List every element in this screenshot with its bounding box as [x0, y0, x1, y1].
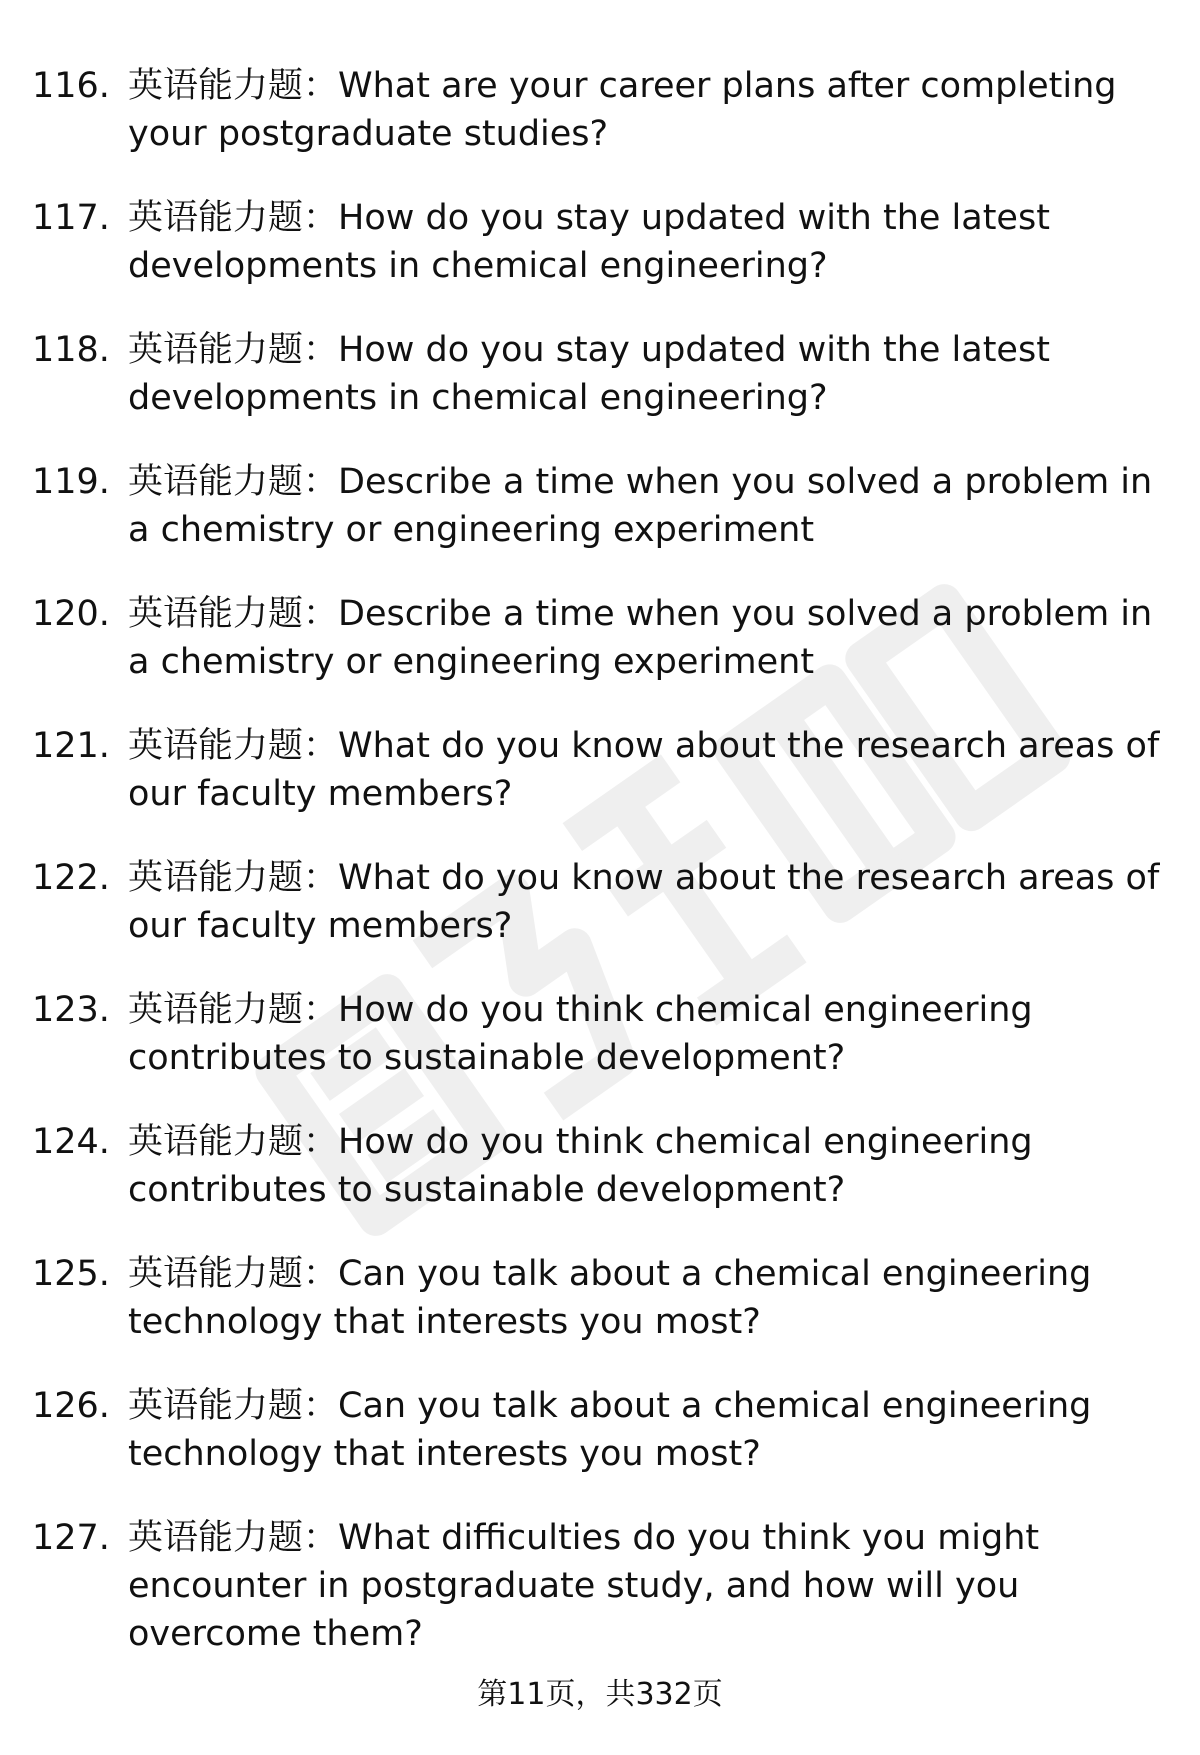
- question-category: 英语能力题：: [128, 990, 339, 1030]
- question-text: What do you know about the research areas of our faculty members?: [128, 858, 1160, 946]
- question-category: 英语能力题：: [128, 1518, 339, 1558]
- question-category: 英语能力题：: [128, 330, 339, 370]
- question-number: 116.: [32, 66, 110, 106]
- question-text: How do you stay updated with the latest developments in chemical engineering?: [128, 330, 1050, 418]
- question-category: 英语能力题：: [128, 1254, 339, 1294]
- question-body: [128, 1250, 1173, 1346]
- question-number: 123.: [32, 990, 110, 1030]
- question-number: 118.: [32, 330, 110, 370]
- question-item: [0, 326, 1200, 458]
- question-body: [128, 854, 1173, 950]
- question-item: [0, 986, 1200, 1118]
- page-footer: [0, 1675, 1200, 1715]
- question-item: [0, 1118, 1200, 1250]
- question-category: 英语能力题：: [128, 594, 339, 634]
- question-text: What difficulties do you think you might encounter in postgraduate study, and how will you overcome them?: [128, 1518, 1040, 1654]
- question-item: [0, 1514, 1200, 1664]
- question-text: How do you stay updated with the latest developments in chemical engineering?: [128, 198, 1050, 286]
- question-body: [128, 722, 1173, 818]
- question-body: [128, 1382, 1173, 1478]
- question-text: How do you think chemical engineering contributes to sustainable development?: [128, 1122, 1033, 1210]
- question-category: 英语能力题：: [128, 66, 339, 106]
- question-body: [128, 986, 1173, 1082]
- question-number: 126.: [32, 1386, 110, 1426]
- question-item: [0, 62, 1200, 194]
- question-body: [128, 62, 1173, 158]
- question-text: Describe a time when you solved a problem in a chemistry or engineering experiment: [128, 462, 1153, 550]
- question-list: [0, 62, 1200, 1664]
- question-item: [0, 194, 1200, 326]
- question-text: Describe a time when you solved a problem in a chemistry or engineering experiment: [128, 594, 1153, 682]
- question-text: How do you think chemical engineering contributes to sustainable development?: [128, 990, 1033, 1078]
- question-category: 英语能力题：: [128, 1386, 339, 1426]
- question-text: What do you know about the research areas of our faculty members?: [128, 726, 1160, 814]
- question-item: [0, 1382, 1200, 1514]
- question-body: [128, 458, 1173, 554]
- question-number: 125.: [32, 1254, 110, 1294]
- question-number: 117.: [32, 198, 110, 238]
- question-body: [128, 194, 1173, 290]
- page-number-label: 第11页，共332页: [477, 1677, 723, 1712]
- question-category: 英语能力题：: [128, 198, 339, 238]
- question-number: 124.: [32, 1122, 110, 1162]
- question-number: 127.: [32, 1518, 110, 1558]
- question-body: [128, 1118, 1173, 1214]
- question-body: [128, 1514, 1173, 1658]
- question-body: [128, 326, 1173, 422]
- question-item: [0, 722, 1200, 854]
- question-number: 119.: [32, 462, 110, 502]
- question-item: [0, 1250, 1200, 1382]
- question-item: [0, 458, 1200, 590]
- question-number: 120.: [32, 594, 110, 634]
- question-number: 121.: [32, 726, 110, 766]
- question-text: Can you talk about a chemical engineering technology that interests you most?: [128, 1254, 1092, 1342]
- question-number: 122.: [32, 858, 110, 898]
- question-body: [128, 590, 1173, 686]
- question-text: What are your career plans after completing your postgraduate studies?: [128, 66, 1117, 154]
- question-item: [0, 590, 1200, 722]
- question-category: 英语能力题：: [128, 1122, 339, 1162]
- question-category: 英语能力题：: [128, 462, 339, 502]
- question-text: Can you talk about a chemical engineering technology that interests you most?: [128, 1386, 1092, 1474]
- question-category: 英语能力题：: [128, 726, 339, 766]
- question-category: 英语能力题：: [128, 858, 339, 898]
- question-item: [0, 854, 1200, 986]
